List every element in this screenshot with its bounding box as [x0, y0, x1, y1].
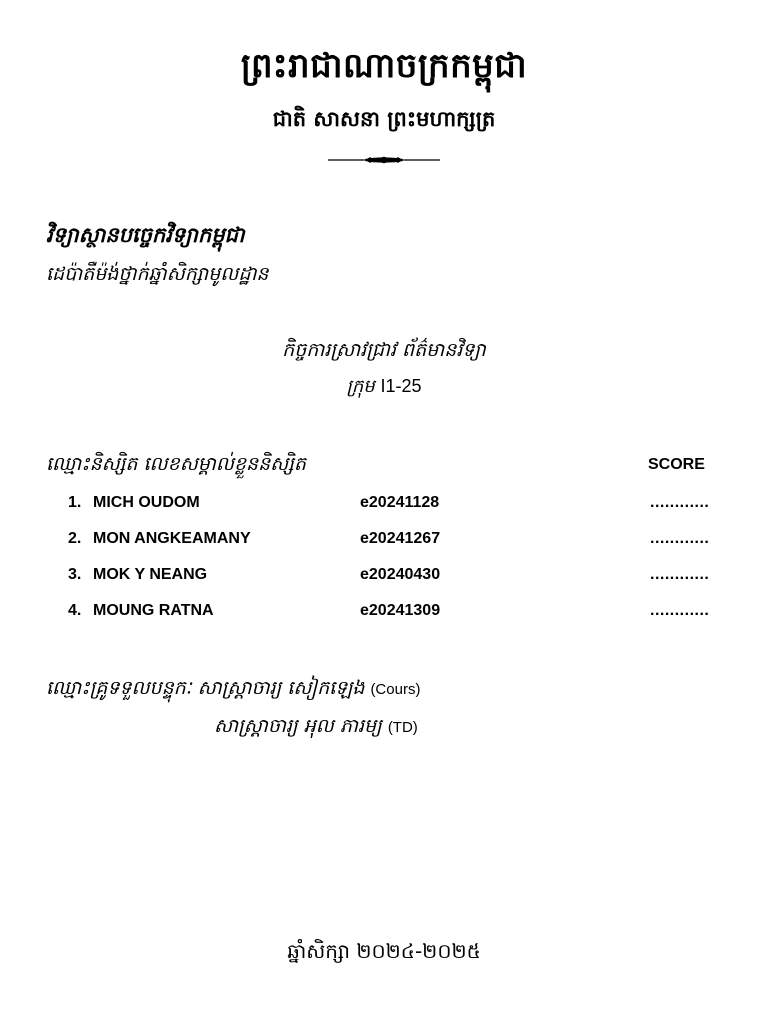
- group-label: ក្រុម: [346, 376, 375, 397]
- assignment-title: កិច្ចការស្រាវជ្រាវ ព័ត៌មានវិទ្យា: [282, 339, 486, 361]
- lecturer-label: ឈ្មោះគ្រូទទួលបន្ទុកៈ: [46, 677, 192, 699]
- academic-year: ឆ្នាំសិក្សា ២០២៤-២០២៥: [287, 939, 481, 963]
- student-name: MICH OUDOM: [93, 494, 200, 511]
- score-blank: ............: [650, 602, 710, 619]
- table-row: [0, 602, 768, 630]
- table-row: [0, 566, 768, 594]
- course-lecturer-name: សាស្ត្រាចារ្យ សៀកឡេង: [197, 677, 365, 699]
- student-id: e20241267: [360, 530, 441, 547]
- student-id: e20241309: [360, 602, 441, 619]
- lecturer-course-line: [46, 676, 420, 704]
- score-blank: ............: [650, 566, 710, 583]
- score-header: SCORE: [648, 456, 705, 473]
- student-name: MON ANGKEAMANY: [93, 530, 251, 547]
- national-motto: ជាតិ សាសនា ព្រះមហាក្សត្រ: [272, 107, 496, 131]
- group-line: [0, 374, 768, 401]
- table-row: [0, 494, 768, 522]
- department-name: ដេប៉ាតឺម៉ង់ថ្នាក់ឆ្នាំសិក្សាមូលដ្ឋាន: [46, 263, 269, 285]
- row-number: 3.: [68, 566, 82, 583]
- divider-ornament-icon: [326, 152, 442, 168]
- institute-name: វិទ្យាស្ថានបច្ចេកវិទ្យាកម្ពុជា: [46, 223, 245, 247]
- student-id: e20240430: [360, 566, 441, 583]
- table-row: [0, 530, 768, 558]
- student-name: MOUNG RATNA: [93, 602, 214, 619]
- student-name: MOK Y NEANG: [93, 566, 208, 583]
- lecturer-td-line: [214, 714, 418, 742]
- course-role: (Cours): [370, 681, 421, 698]
- score-blank: ............: [650, 530, 710, 547]
- td-lecturer-name: សាស្ត្រាចារ្យ អុល ភារម្យ: [214, 715, 382, 737]
- group-code: I1-25: [380, 376, 422, 396]
- score-blank: ............: [650, 494, 710, 511]
- student-id: e20241128: [360, 494, 440, 511]
- row-number: 1.: [68, 494, 82, 511]
- row-number: 2.: [68, 530, 82, 547]
- row-number: 4.: [68, 602, 82, 619]
- students-header: ឈ្មោះនិស្សិត លេខសម្គាល់ខ្លួននិស្សិត: [46, 453, 306, 475]
- kingdom-title: ព្រះរាជាណាចក្រកម្ពុជា: [240, 46, 528, 86]
- td-role: (TD): [387, 719, 418, 736]
